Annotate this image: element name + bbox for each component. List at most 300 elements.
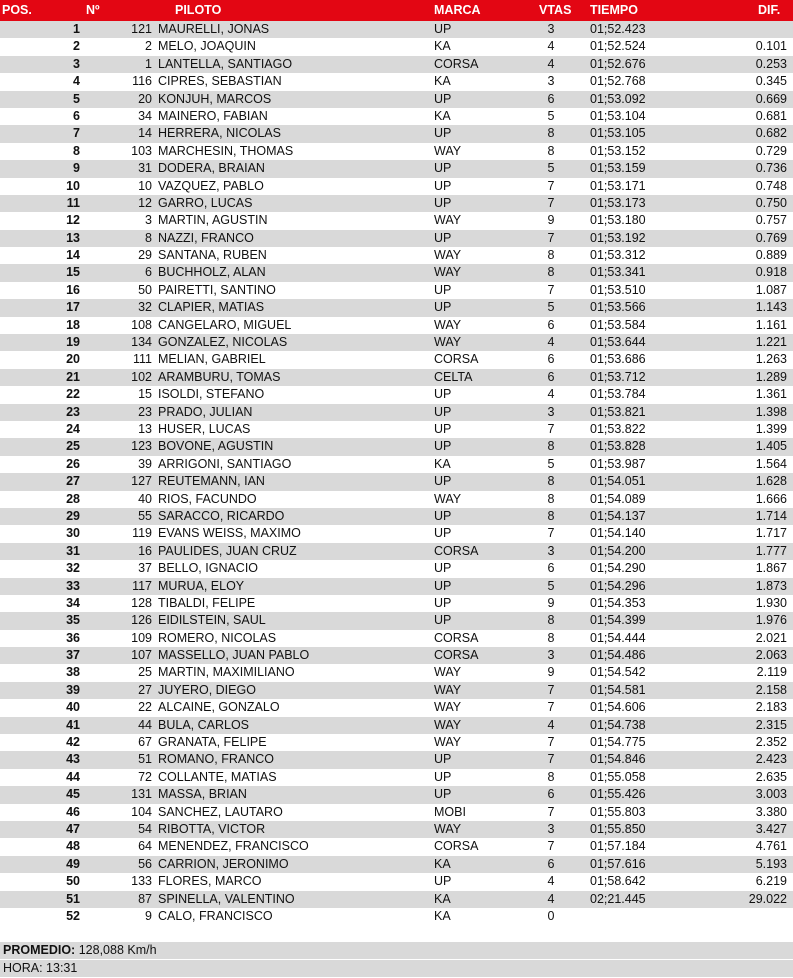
row-time: 01;53.510 xyxy=(590,282,646,297)
row-brand: CORSA xyxy=(434,56,479,71)
time-of-day: HORA: 13:31 xyxy=(0,960,793,977)
row-driver: HERRERA, NICOLAS xyxy=(158,126,281,141)
row-number: 3 xyxy=(145,213,152,228)
table-row xyxy=(0,769,793,786)
row-driver: MENENDEZ, FRANCISCO xyxy=(158,839,309,854)
table-row xyxy=(0,282,793,299)
row-gap: 1.564 xyxy=(755,456,787,471)
row-brand: UP xyxy=(434,387,452,402)
row-brand: CORSA xyxy=(434,543,479,558)
row-laps: 6 xyxy=(547,561,555,576)
row-gap: 3.003 xyxy=(755,787,787,802)
row-number: 27 xyxy=(138,682,152,697)
row-gap: 0.101 xyxy=(755,39,787,54)
row-brand: WAY xyxy=(434,491,462,506)
row-pos: 13 xyxy=(66,230,80,245)
row-pos: 47 xyxy=(66,821,80,836)
row-gap: 2.158 xyxy=(755,682,787,697)
row-brand: KA xyxy=(434,108,451,123)
table-row xyxy=(0,421,793,438)
row-laps: 8 xyxy=(547,265,555,280)
row-number: 1 xyxy=(145,56,152,71)
row-pos: 33 xyxy=(66,578,80,593)
row-pos: 9 xyxy=(73,161,80,176)
row-brand: WAY xyxy=(434,143,462,158)
row-driver: MAURELLI, JONAS xyxy=(158,22,270,36)
row-laps: 8 xyxy=(547,248,555,263)
row-gap: 1.628 xyxy=(755,474,787,489)
row-pos: 37 xyxy=(66,648,80,663)
row-brand: UP xyxy=(434,874,452,889)
row-number: 10 xyxy=(138,178,152,193)
row-number: 15 xyxy=(138,387,152,402)
row-driver: LANTELLA, SANTIAGO xyxy=(158,56,293,71)
row-brand: WAY xyxy=(434,248,462,263)
row-brand: WAY xyxy=(434,213,462,228)
row-number: 133 xyxy=(131,874,152,889)
row-number: 108 xyxy=(131,317,152,332)
row-time: 01;54.399 xyxy=(590,613,646,628)
row-pos: 2 xyxy=(73,39,80,54)
header-num: Nº xyxy=(86,3,100,17)
row-laps: 3 xyxy=(547,404,555,419)
row-time: 01;54.486 xyxy=(590,648,646,663)
row-laps: 3 xyxy=(547,821,555,836)
row-brand: UP xyxy=(434,578,452,593)
table-row xyxy=(0,56,793,73)
row-time: 01;52.524 xyxy=(590,39,646,54)
row-driver: SARACCO, RICARDO xyxy=(158,508,285,523)
row-pos: 5 xyxy=(73,91,80,106)
row-pos: 26 xyxy=(66,456,80,471)
row-gap: 4.761 xyxy=(755,839,787,854)
row-time: 01;53.987 xyxy=(590,456,646,471)
row-laps: 4 xyxy=(547,387,555,402)
row-laps: 9 xyxy=(547,665,555,680)
row-number: 102 xyxy=(131,369,152,384)
row-laps: 7 xyxy=(547,839,555,854)
row-driver: GONZALEZ, NICOLAS xyxy=(158,335,288,350)
row-number: 55 xyxy=(138,508,152,523)
footer xyxy=(0,942,793,978)
row-time: 01;53.173 xyxy=(590,195,646,210)
table-row xyxy=(0,664,793,681)
row-pos: 3 xyxy=(73,56,80,71)
row-brand: KA xyxy=(434,456,451,471)
table-row xyxy=(0,369,793,386)
row-driver: JUYERO, DIEGO xyxy=(158,682,256,697)
table-row xyxy=(0,264,793,281)
row-number: 12 xyxy=(138,195,152,210)
row-number: 104 xyxy=(131,804,152,819)
row-brand: UP xyxy=(434,22,452,36)
row-laps: 7 xyxy=(547,682,555,697)
table-row xyxy=(0,873,793,890)
row-driver: ISOLDI, STEFANO xyxy=(158,387,265,402)
row-time: 01;52.768 xyxy=(590,74,646,89)
row-driver: SPINELLA, VALENTINO xyxy=(158,891,295,906)
row-laps: 3 xyxy=(547,74,555,89)
table-row xyxy=(0,699,793,716)
row-driver: PAULIDES, JUAN CRUZ xyxy=(158,543,297,558)
row-driver: EVANS WEISS, MAXIMO xyxy=(158,526,301,541)
row-pos: 28 xyxy=(66,491,80,506)
row-brand: UP xyxy=(434,195,452,210)
row-brand: UP xyxy=(434,561,452,576)
row-gap: 0.748 xyxy=(755,178,787,193)
row-driver: RIBOTTA, VICTOR xyxy=(158,821,266,836)
row-time: 01;53.644 xyxy=(590,335,646,350)
row-driver: MAINERO, FABIAN xyxy=(158,108,268,123)
row-laps: 7 xyxy=(547,230,555,245)
row-driver: MARCHESIN, THOMAS xyxy=(158,143,294,158)
row-number: 117 xyxy=(132,578,152,593)
row-time: 01;54.137 xyxy=(590,508,646,523)
row-brand: UP xyxy=(434,300,452,315)
table-row xyxy=(0,299,793,316)
row-number: 109 xyxy=(131,630,152,645)
row-laps: 4 xyxy=(547,56,555,71)
table-row xyxy=(0,838,793,855)
table-row xyxy=(0,73,793,90)
row-pos: 50 xyxy=(66,874,80,889)
row-gap: 1.714 xyxy=(755,508,787,523)
row-driver: PRADO, JULIAN xyxy=(158,404,253,419)
row-time: 01;54.846 xyxy=(590,752,646,767)
table-row xyxy=(0,751,793,768)
table-row xyxy=(0,508,793,525)
row-gap: 0.253 xyxy=(755,56,787,71)
row-number: 87 xyxy=(138,891,152,906)
row-gap: 1.398 xyxy=(755,404,787,419)
row-time: 01;53.171 xyxy=(590,178,646,193)
row-number: 54 xyxy=(138,821,152,836)
row-number: 119 xyxy=(132,526,152,541)
row-laps: 8 xyxy=(547,143,555,158)
row-pos: 16 xyxy=(66,282,80,297)
row-pos: 11 xyxy=(66,195,80,210)
row-gap: 1.717 xyxy=(755,526,787,541)
row-gap: 2.352 xyxy=(755,735,787,750)
table-row xyxy=(0,334,793,351)
row-driver: ALCAINE, GONZALO xyxy=(158,700,280,715)
table-row xyxy=(0,821,793,838)
table-row xyxy=(0,438,793,455)
row-time: 01;53.821 xyxy=(590,404,646,419)
row-laps: 4 xyxy=(547,39,555,54)
row-number: 39 xyxy=(138,456,152,471)
row-driver: VAZQUEZ, PABLO xyxy=(158,178,264,193)
row-time: 01;53.828 xyxy=(590,439,646,454)
table-row xyxy=(0,21,793,38)
row-laps: 7 xyxy=(547,752,555,767)
row-pos: 1 xyxy=(73,22,80,36)
row-number: 16 xyxy=(138,543,152,558)
row-driver: MARTIN, MAXIMILIANO xyxy=(158,665,295,680)
row-laps: 6 xyxy=(547,369,555,384)
average-speed xyxy=(0,942,793,959)
row-number: 14 xyxy=(138,126,152,141)
row-laps: 6 xyxy=(547,352,555,367)
row-brand: UP xyxy=(434,230,452,245)
row-time: 01;53.686 xyxy=(590,352,646,367)
table-row xyxy=(0,891,793,908)
row-gap: 1.666 xyxy=(755,491,787,506)
row-number: 103 xyxy=(131,143,152,158)
row-laps: 8 xyxy=(547,491,555,506)
row-number: 51 xyxy=(138,752,152,767)
row-number: 13 xyxy=(138,421,152,436)
row-laps: 3 xyxy=(547,648,555,663)
header-pos: POS. xyxy=(2,3,32,17)
row-laps: 8 xyxy=(547,439,555,454)
row-number: 131 xyxy=(131,787,152,802)
row-driver: PAIRETTI, SANTINO xyxy=(158,282,276,297)
row-laps: 7 xyxy=(547,282,555,297)
table-row xyxy=(0,317,793,334)
table-row xyxy=(0,647,793,664)
table-row xyxy=(0,856,793,873)
row-laps: 5 xyxy=(547,161,555,176)
row-time: 01;53.312 xyxy=(590,248,646,263)
row-brand: UP xyxy=(434,126,452,141)
row-gap: 1.161 xyxy=(755,317,787,332)
row-laps: 9 xyxy=(547,595,555,610)
row-gap: 1.976 xyxy=(755,613,787,628)
row-pos: 12 xyxy=(66,213,80,228)
row-time: 01;54.290 xyxy=(590,561,646,576)
row-laps: 6 xyxy=(547,856,555,871)
row-gap: 0.729 xyxy=(755,143,787,158)
table-row xyxy=(0,595,793,612)
row-gap: 2.423 xyxy=(755,752,787,767)
row-gap: 0.918 xyxy=(755,265,787,280)
row-number: 64 xyxy=(138,839,152,854)
row-number: 123 xyxy=(131,439,152,454)
row-time: 01;53.105 xyxy=(590,126,646,141)
row-gap: 6.219 xyxy=(755,874,787,889)
header-tiempo: TIEMPO xyxy=(590,3,638,17)
header-dif: DIF. xyxy=(758,3,781,17)
row-laps: 8 xyxy=(547,630,555,645)
row-time: 01;53.566 xyxy=(590,300,646,315)
row-number: 127 xyxy=(131,474,152,489)
table-row xyxy=(0,230,793,247)
row-gap: 2.635 xyxy=(755,769,787,784)
row-time: 01;53.822 xyxy=(590,421,646,436)
table-row xyxy=(0,734,793,751)
row-brand: UP xyxy=(434,91,452,106)
row-driver: CALO, FRANCISCO xyxy=(158,908,273,923)
row-laps: 6 xyxy=(547,91,555,106)
row-pos: 40 xyxy=(66,700,80,715)
row-driver: MARTIN, AGUSTIN xyxy=(158,213,268,228)
table-row xyxy=(0,612,793,629)
row-laps: 7 xyxy=(547,735,555,750)
row-gap: 2.063 xyxy=(755,648,787,663)
row-time: 01;54.606 xyxy=(590,700,646,715)
row-pos: 14 xyxy=(66,248,80,263)
row-driver: MURUA, ELOY xyxy=(158,578,245,593)
row-brand: WAY xyxy=(434,317,462,332)
row-gap: 5.193 xyxy=(755,856,787,871)
row-laps: 5 xyxy=(547,300,555,315)
row-gap: 1.405 xyxy=(755,439,787,454)
table-row xyxy=(0,630,793,647)
table-row xyxy=(0,143,793,160)
row-driver: SANTANA, RUBEN xyxy=(158,248,267,263)
row-pos: 43 xyxy=(66,752,80,767)
row-pos: 4 xyxy=(73,74,80,89)
row-number: 134 xyxy=(131,335,152,350)
row-pos: 51 xyxy=(66,891,80,906)
row-gap: 0.889 xyxy=(755,248,787,263)
row-brand: UP xyxy=(434,474,452,489)
row-laps: 7 xyxy=(547,178,555,193)
row-time: 01;53.092 xyxy=(590,91,646,106)
row-pos: 30 xyxy=(66,526,80,541)
row-pos: 27 xyxy=(66,474,80,489)
row-pos: 52 xyxy=(66,908,80,923)
row-brand: KA xyxy=(434,856,451,871)
row-brand: CORSA xyxy=(434,648,479,663)
row-gap: 29.022 xyxy=(748,891,787,906)
row-pos: 46 xyxy=(66,804,80,819)
row-driver: DODERA, BRAIAN xyxy=(158,161,265,176)
row-gap: 0.345 xyxy=(755,74,787,89)
row-gap: 1.361 xyxy=(755,387,787,402)
row-number: 25 xyxy=(138,665,152,680)
row-pos: 6 xyxy=(73,108,80,123)
row-number: 37 xyxy=(138,561,152,576)
row-number: 9 xyxy=(145,908,152,923)
row-brand: KA xyxy=(434,74,451,89)
row-laps: 5 xyxy=(547,578,555,593)
row-driver: GRANATA, FELIPE xyxy=(158,735,267,750)
row-gap: 0.681 xyxy=(755,108,787,123)
header-marca: MARCA xyxy=(434,3,481,17)
row-time: 01;53.341 xyxy=(590,265,646,280)
row-pos: 10 xyxy=(66,178,80,193)
row-driver: BULA, CARLOS xyxy=(158,717,250,732)
row-laps: 4 xyxy=(547,874,555,889)
header-piloto: PILOTO xyxy=(175,3,222,17)
row-brand: WAY xyxy=(434,717,462,732)
table-row xyxy=(0,560,793,577)
row-driver: MELIAN, GABRIEL xyxy=(158,352,266,367)
table-row xyxy=(0,404,793,421)
row-driver: EIDILSTEIN, SAUL xyxy=(158,613,266,628)
row-brand: WAY xyxy=(434,735,462,750)
row-pos: 19 xyxy=(66,335,80,350)
row-driver: ARRIGONI, SANTIAGO xyxy=(158,456,292,471)
row-laps: 7 xyxy=(547,526,555,541)
row-brand: UP xyxy=(434,421,452,436)
row-number: 22 xyxy=(138,700,152,715)
row-laps: 4 xyxy=(547,717,555,732)
row-number: 23 xyxy=(138,404,152,419)
row-brand: UP xyxy=(434,595,452,610)
table-row xyxy=(0,91,793,108)
row-gap: 0.769 xyxy=(755,230,787,245)
row-laps: 9 xyxy=(547,213,555,228)
row-gap: 1.930 xyxy=(755,595,787,610)
row-time: 01;52.676 xyxy=(590,56,646,71)
row-gap: 0.736 xyxy=(755,161,787,176)
table-row xyxy=(0,543,793,560)
row-gap: 0.682 xyxy=(755,126,787,141)
row-brand: CELTA xyxy=(434,369,473,384)
row-brand: WAY xyxy=(434,682,462,697)
row-number: 8 xyxy=(145,230,152,245)
row-time: 01;53.192 xyxy=(590,230,646,245)
row-brand: UP xyxy=(434,526,452,541)
row-laps: 4 xyxy=(547,891,555,906)
table-row xyxy=(0,804,793,821)
row-brand: UP xyxy=(434,404,452,419)
row-driver: CANGELARO, MIGUEL xyxy=(158,317,292,332)
row-number: 34 xyxy=(138,108,152,123)
row-driver: NAZZI, FRANCO xyxy=(158,230,254,245)
row-number: 20 xyxy=(138,91,152,106)
row-brand: WAY xyxy=(434,700,462,715)
table-row xyxy=(0,351,793,368)
row-gap: 0.750 xyxy=(755,195,787,210)
row-gap: 1.263 xyxy=(755,352,787,367)
row-driver: TIBALDI, FELIPE xyxy=(158,595,256,610)
row-pos: 44 xyxy=(66,769,80,784)
row-brand: CORSA xyxy=(434,352,479,367)
row-laps: 3 xyxy=(547,543,555,558)
row-time: 01;52.423 xyxy=(590,22,646,36)
row-time: 01;57.616 xyxy=(590,856,646,871)
row-gap: 3.427 xyxy=(755,821,787,836)
row-time: 02;21.445 xyxy=(590,891,646,906)
row-pos: 8 xyxy=(73,143,80,158)
row-time: 01;54.581 xyxy=(590,682,646,697)
row-number: 6 xyxy=(145,265,152,280)
row-brand: WAY xyxy=(434,265,462,280)
row-pos: 7 xyxy=(73,126,80,141)
table-row xyxy=(0,38,793,55)
row-number: 32 xyxy=(138,300,152,315)
row-pos: 21 xyxy=(66,369,80,384)
row-time: 01;53.712 xyxy=(590,369,646,384)
row-brand: KA xyxy=(434,39,451,54)
table-row xyxy=(0,908,793,925)
row-laps: 0 xyxy=(547,908,555,923)
row-driver: RIOS, FACUNDO xyxy=(158,491,257,506)
row-pos: 24 xyxy=(66,421,80,436)
row-gap: 1.221 xyxy=(755,335,787,350)
row-gap: 3.380 xyxy=(755,804,787,819)
table-row xyxy=(0,108,793,125)
row-number: 107 xyxy=(131,648,152,663)
row-number: 121 xyxy=(131,22,152,36)
row-time: 01;53.180 xyxy=(590,213,646,228)
row-pos: 41 xyxy=(66,717,80,732)
table-row xyxy=(0,456,793,473)
row-laps: 6 xyxy=(547,787,555,802)
row-pos: 23 xyxy=(66,404,80,419)
row-gap: 1.289 xyxy=(755,369,787,384)
row-pos: 34 xyxy=(66,595,80,610)
row-number: 56 xyxy=(138,856,152,871)
row-time: 01;55.803 xyxy=(590,804,646,819)
row-time: 01;54.089 xyxy=(590,491,646,506)
table-row xyxy=(0,160,793,177)
row-time: 01;55.850 xyxy=(590,821,646,836)
